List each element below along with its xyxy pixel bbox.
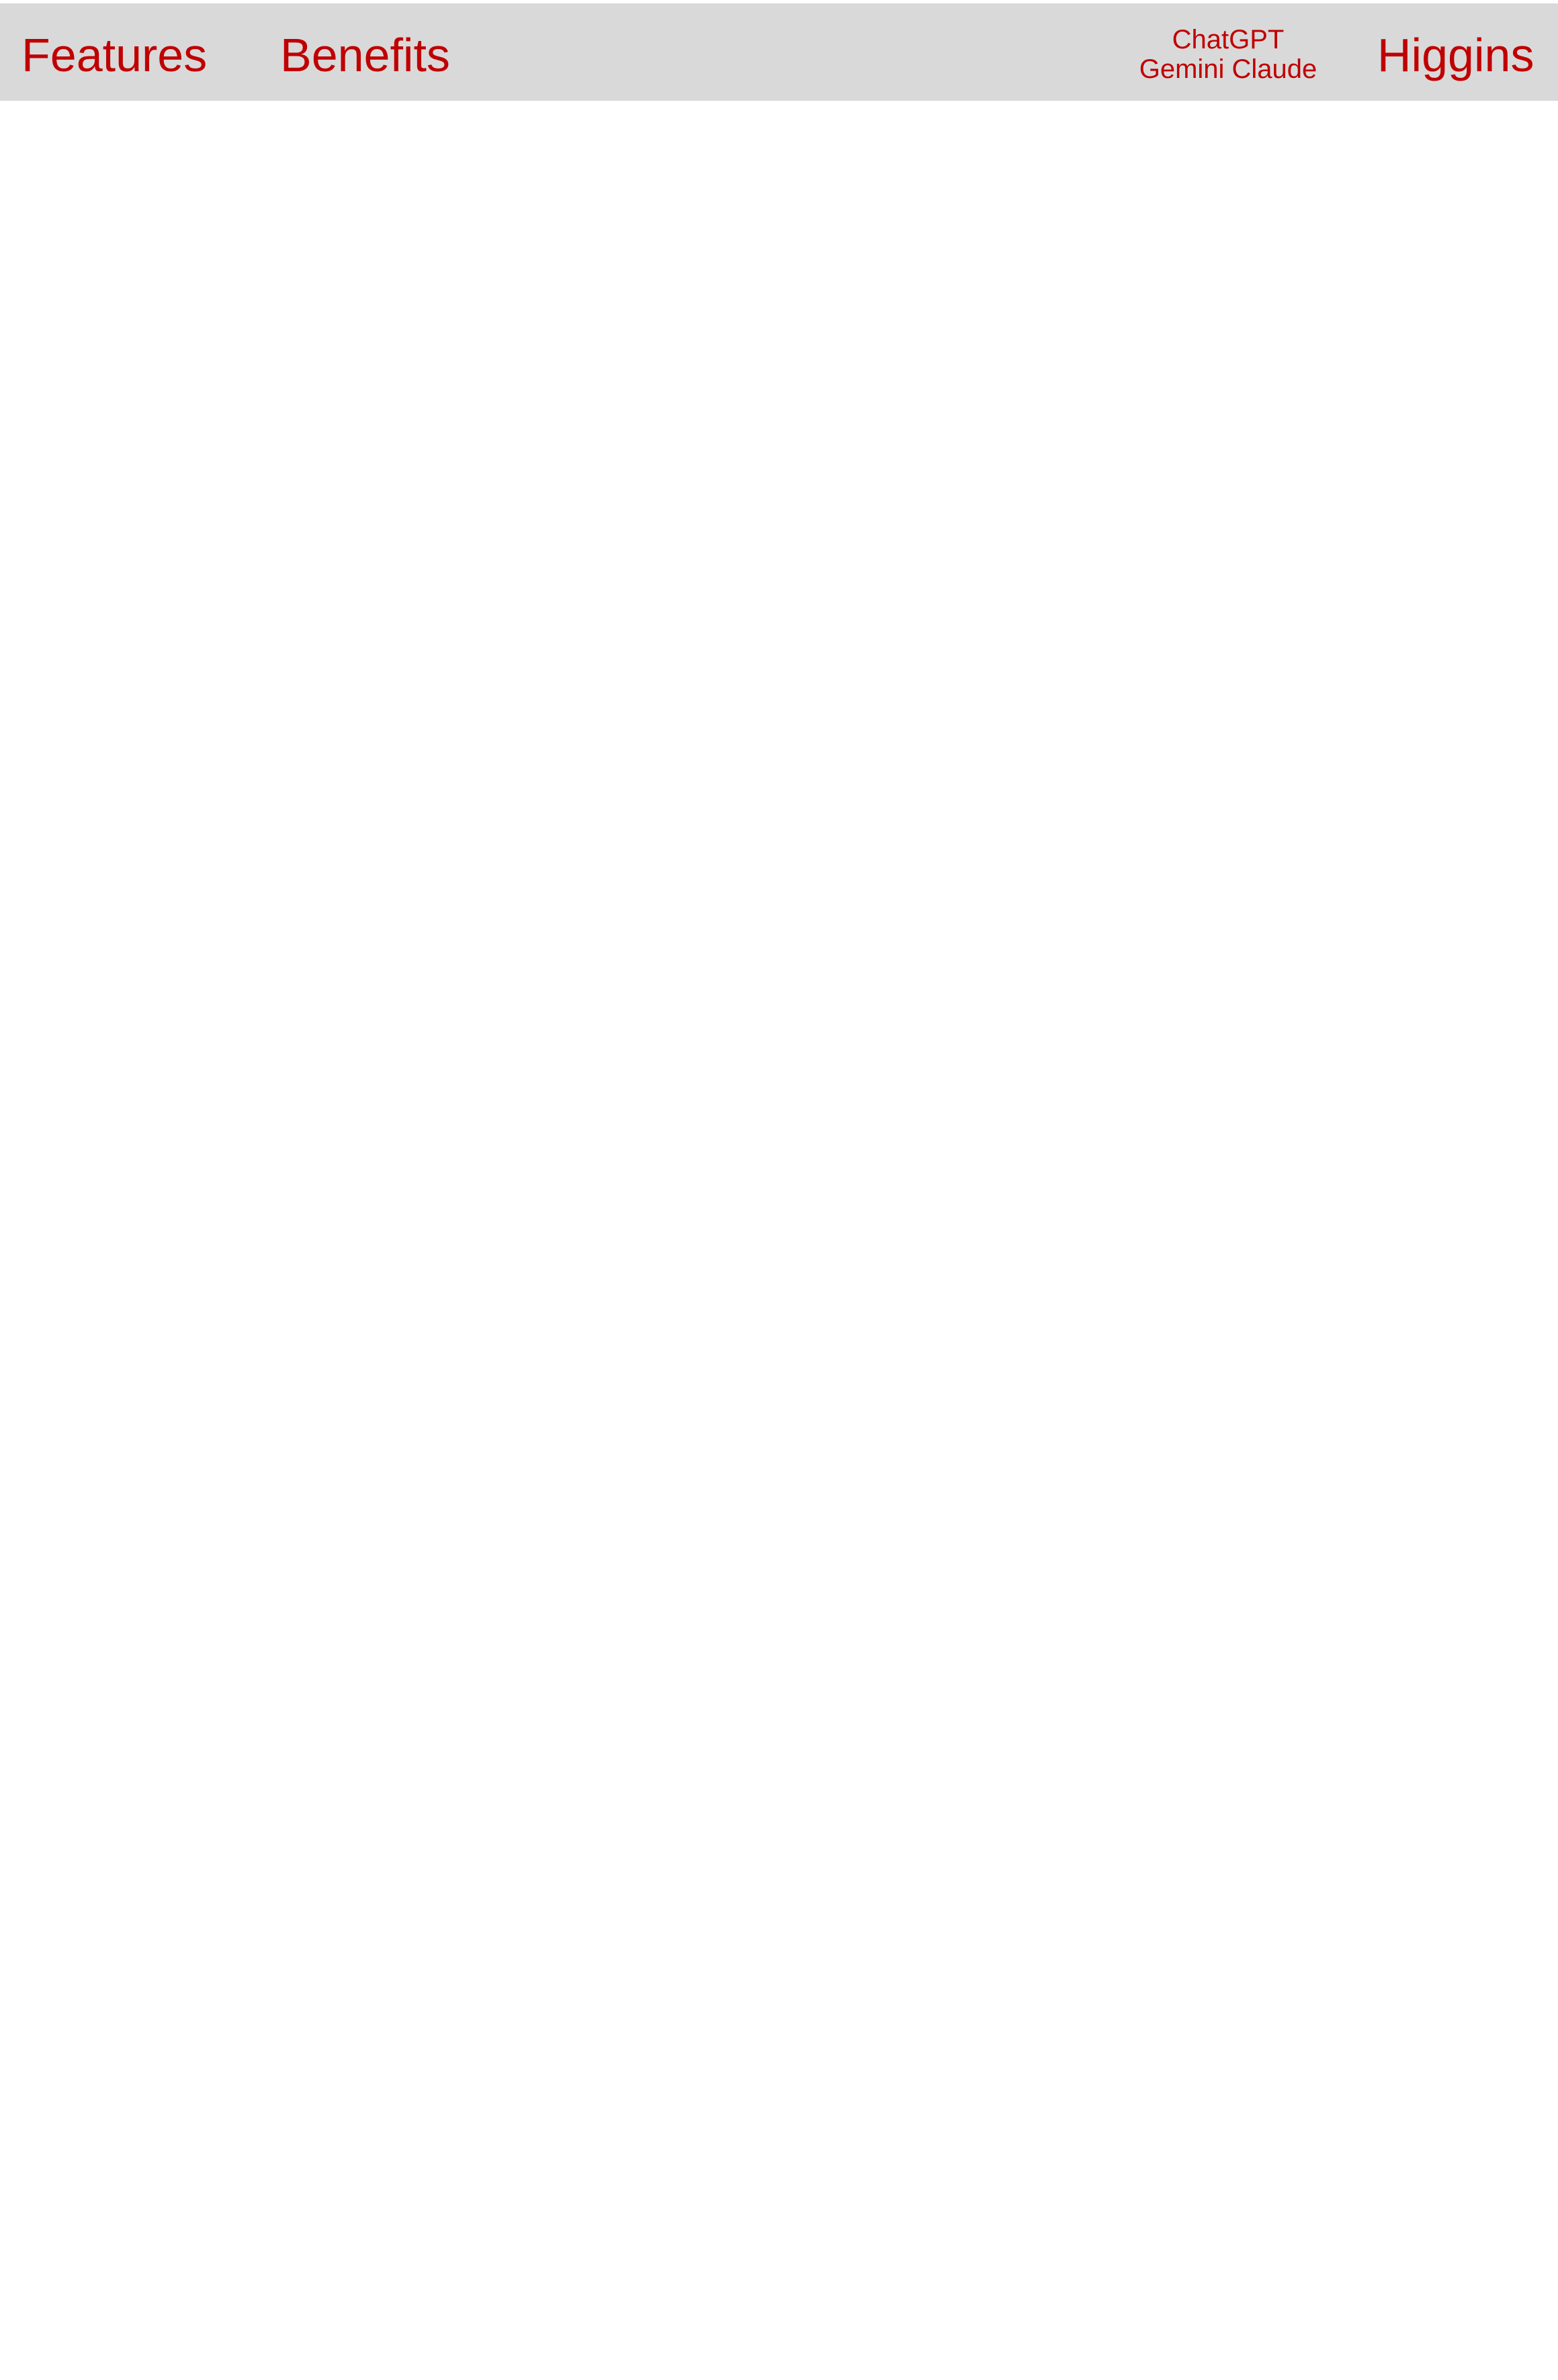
top-navigation-bar	[0, 3, 1558, 101]
nav-link-features[interactable]: Features	[21, 29, 208, 81]
page-content-area	[0, 101, 1558, 2380]
nav-link-higgins[interactable]: Higgins	[1377, 29, 1534, 81]
nav-link-ai-models[interactable]	[1121, 25, 1336, 84]
nav-link-benefits[interactable]: Benefits	[280, 29, 450, 81]
nav-models-line-1: ChatGPT	[1172, 25, 1285, 54]
nav-models-line-2: Gemini Claude	[1139, 54, 1317, 84]
